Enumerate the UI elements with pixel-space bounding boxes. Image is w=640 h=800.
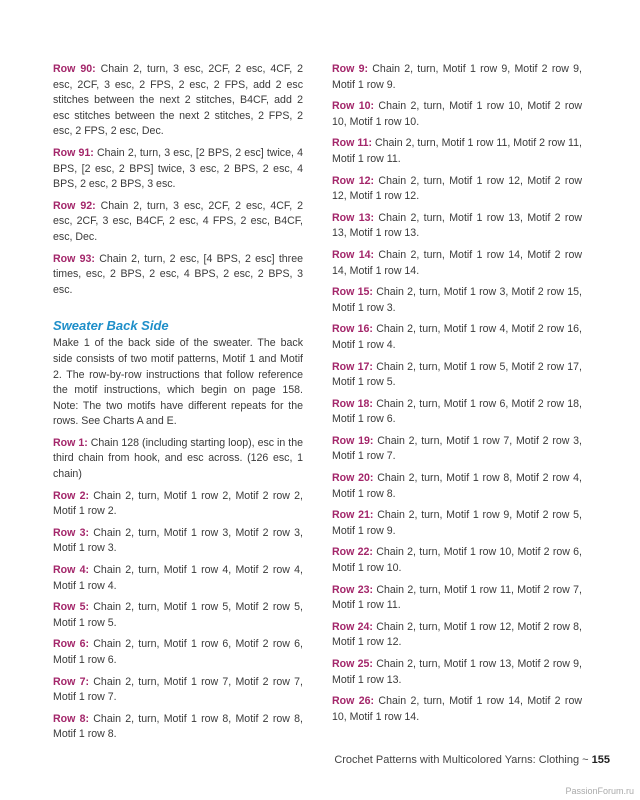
row-label: Row 7: — [53, 675, 90, 688]
row-paragraph — [53, 675, 303, 706]
footer-separator: ~ — [579, 754, 592, 766]
section-heading: Sweater Back Side — [53, 318, 169, 334]
footer-title: Crochet Patterns with Multicolored Yarns: Clothing — [334, 754, 580, 766]
row-paragraph — [332, 657, 582, 688]
row-label: Row 5: — [53, 601, 90, 614]
row-text: Chain 2, turn, Motif 1 row 2, Motif 2 row 2, Motif 1 row 2. — [53, 489, 303, 518]
row-label: Row 19: — [332, 434, 374, 447]
watermark: PassionForum.ru — [565, 786, 634, 796]
rows-top-list — [53, 62, 303, 298]
row-text: Chain 2, turn, 3 esc, 2CF, 2 esc, 4CF, 2 esc, 2CF, 3 esc, B4CF, 2 esc, 4 FPS, 2 esc, B4CF, esc, Dec. — [53, 199, 303, 243]
row-text: Chain 2, turn, Motif 1 row 11, Motif 2 row 7, Motif 1 row 11. — [332, 583, 582, 612]
row-label: Row 20: — [332, 472, 374, 485]
row-text: Chain 2, turn, Motif 1 row 3, Motif 2 row 3, Motif 1 row 3. — [53, 526, 303, 555]
section-intro: Make 1 of the back side of the sweater. The back side consists of two motif patterns, Motif 1 and Motif 2. The row-by-row instructions that follow reference the motif instructions, which begin on page 158. Note: The two motifs have different repeats for the rows. See Charts A and E. — [53, 337, 303, 428]
row-paragraph — [53, 563, 303, 594]
row-paragraph — [332, 322, 582, 353]
row-text: Chain 2, turn, 2 esc, [4 BPS, 2 esc] three times, esc, 2 BPS, 2 esc, 4 BPS, 2 esc, 2 BPS, 3 esc. — [53, 252, 303, 296]
left-column — [53, 62, 303, 749]
row-paragraph — [53, 526, 303, 557]
row-paragraph — [332, 694, 582, 725]
page-number: 155 — [591, 754, 610, 766]
row-paragraph — [53, 199, 303, 246]
row-label: Row 26: — [332, 695, 375, 708]
row-label: Row 21: — [332, 509, 374, 522]
row-text: Chain 2, turn, Motif 1 row 5, Motif 2 row 17, Motif 1 row 5. — [332, 360, 582, 389]
row-paragraph — [53, 600, 303, 631]
row-label: Row 3: — [53, 526, 90, 539]
row-paragraph — [53, 146, 303, 193]
row-paragraph — [332, 211, 582, 242]
row-paragraph — [332, 360, 582, 391]
row-text: Chain 2, turn, Motif 1 row 7, Motif 2 row 3, Motif 1 row 7. — [332, 434, 582, 463]
row-text: Chain 2, turn, Motif 1 row 14, Motif 2 row 10, Motif 1 row 14. — [332, 695, 582, 723]
row-label: Row 14: — [332, 248, 375, 261]
right-column — [332, 62, 582, 731]
row-text: Chain 2, turn, Motif 1 row 4, Motif 2 row 16, Motif 1 row 4. — [332, 323, 582, 351]
row-label: Row 8: — [53, 712, 90, 725]
row-label: Row 24: — [332, 620, 373, 633]
row-paragraph — [332, 620, 582, 651]
row-label: Row 90: — [53, 63, 96, 75]
row-label: Row 4: — [53, 564, 90, 577]
row-label: Row 18: — [332, 397, 373, 410]
row-text: Chain 2, turn, 3 esc, 2CF, 2 esc, 4CF, 2 esc, 2CF, 3 esc, 2 FPS, 2 esc, 2 FPS, add 2 esc stitches between the next 2 stitches, B4CF, add 2 esc stitches between the next 2 stitches, 2 FPS, 2 esc, 2 FPS, 2 esc, Dec. — [53, 63, 303, 138]
row-text: Chain 2, turn, Motif 1 row 8, Motif 2 row 8, Motif 1 row 8. — [53, 712, 303, 741]
row-label: Row 91: — [53, 146, 94, 159]
row-label: Row 2: — [53, 489, 90, 502]
row-label: Row 22: — [332, 546, 373, 559]
row-paragraph — [332, 471, 582, 502]
row-text: Chain 2, turn, Motif 1 row 13, Motif 2 row 9, Motif 1 row 13. — [332, 658, 582, 686]
row-text: Chain 2, turn, Motif 1 row 14, Motif 2 row 14, Motif 1 row 14. — [332, 248, 582, 277]
row-paragraph — [332, 174, 582, 205]
row-paragraph — [53, 436, 303, 483]
row-paragraph — [53, 637, 303, 668]
row-text: Chain 128 (including starting loop), esc in the third chain from hook, and esc across. (126 esc, 1 chain) — [53, 436, 303, 481]
row-label: Row 16: — [332, 323, 373, 336]
row-paragraph — [332, 99, 582, 130]
row-paragraph — [53, 62, 303, 140]
row-paragraph — [332, 583, 582, 614]
row-label: Row 93: — [53, 252, 95, 265]
row-paragraph — [53, 489, 303, 520]
row-paragraph — [332, 62, 582, 93]
row-text: Chain 2, turn, Motif 1 row 10, Motif 2 row 6, Motif 1 row 10. — [332, 546, 582, 575]
row-text: Chain 2, turn, Motif 1 row 11, Motif 2 row 11, Motif 1 row 11. — [332, 137, 582, 165]
row-text: Chain 2, turn, Motif 1 row 7, Motif 2 row 7, Motif 1 row 7. — [53, 675, 303, 704]
row-paragraph — [53, 712, 303, 743]
row-text: Chain 2, turn, Motif 1 row 13, Motif 2 row 13, Motif 1 row 13. — [332, 211, 582, 240]
row-label: Row 92: — [53, 199, 96, 212]
row-label: Row 10: — [332, 100, 375, 113]
row-text: Chain 2, turn, Motif 1 row 5, Motif 2 row 5, Motif 1 row 5. — [53, 601, 303, 629]
row-label: Row 12: — [332, 174, 375, 187]
row-text: Chain 2, turn, Motif 1 row 12, Motif 2 row 8, Motif 1 row 12. — [332, 620, 582, 649]
row-label: Row 23: — [332, 583, 374, 596]
row-label: Row 9: — [332, 63, 369, 75]
row-label: Row 6: — [53, 638, 90, 651]
row-label: Row 15: — [332, 286, 373, 299]
row-text: Chain 2, turn, Motif 1 row 9, Motif 2 row 9, Motif 1 row 9. — [332, 63, 582, 91]
row-text: Chain 2, turn, Motif 1 row 12, Motif 2 row 12, Motif 1 row 12. — [332, 174, 582, 203]
row-paragraph — [332, 248, 582, 279]
row-label: Row 13: — [332, 211, 375, 224]
row-text: Chain 2, turn, Motif 1 row 9, Motif 2 row 5, Motif 1 row 9. — [332, 509, 582, 537]
rows-bottom-list — [53, 436, 303, 743]
row-text: Chain 2, turn, Motif 1 row 6, Motif 2 row 6, Motif 1 row 6. — [53, 638, 303, 666]
row-text: Chain 2, turn, Motif 1 row 3, Motif 2 row 15, Motif 1 row 3. — [332, 286, 582, 314]
row-paragraph — [332, 285, 582, 316]
row-label: Row 25: — [332, 658, 373, 670]
row-label: Row 1: — [53, 436, 88, 449]
row-paragraph — [332, 397, 582, 428]
row-text: Chain 2, turn, 3 esc, [2 BPS, 2 esc] twice, 4 BPS, [2 esc, 2 BPS] twice, 3 esc, 2 BPS, 2 esc, 4 BPS, 2 esc, 2 BPS, 3 esc. — [53, 146, 303, 191]
row-text: Chain 2, turn, Motif 1 row 10, Motif 2 row 10, Motif 1 row 10. — [332, 100, 582, 128]
row-text: Chain 2, turn, Motif 1 row 6, Motif 2 row 18, Motif 1 row 6. — [332, 397, 582, 426]
row-paragraph — [332, 136, 582, 167]
row-paragraph — [53, 252, 303, 299]
row-text: Chain 2, turn, Motif 1 row 8, Motif 2 row 4, Motif 1 row 8. — [332, 472, 582, 500]
row-label: Row 17: — [332, 360, 373, 373]
page-footer — [334, 754, 610, 766]
row-text: Chain 2, turn, Motif 1 row 4, Motif 2 row 4, Motif 1 row 4. — [53, 564, 303, 592]
row-paragraph — [332, 545, 582, 576]
row-paragraph — [332, 508, 582, 539]
row-paragraph — [332, 434, 582, 465]
row-label: Row 11: — [332, 137, 373, 150]
